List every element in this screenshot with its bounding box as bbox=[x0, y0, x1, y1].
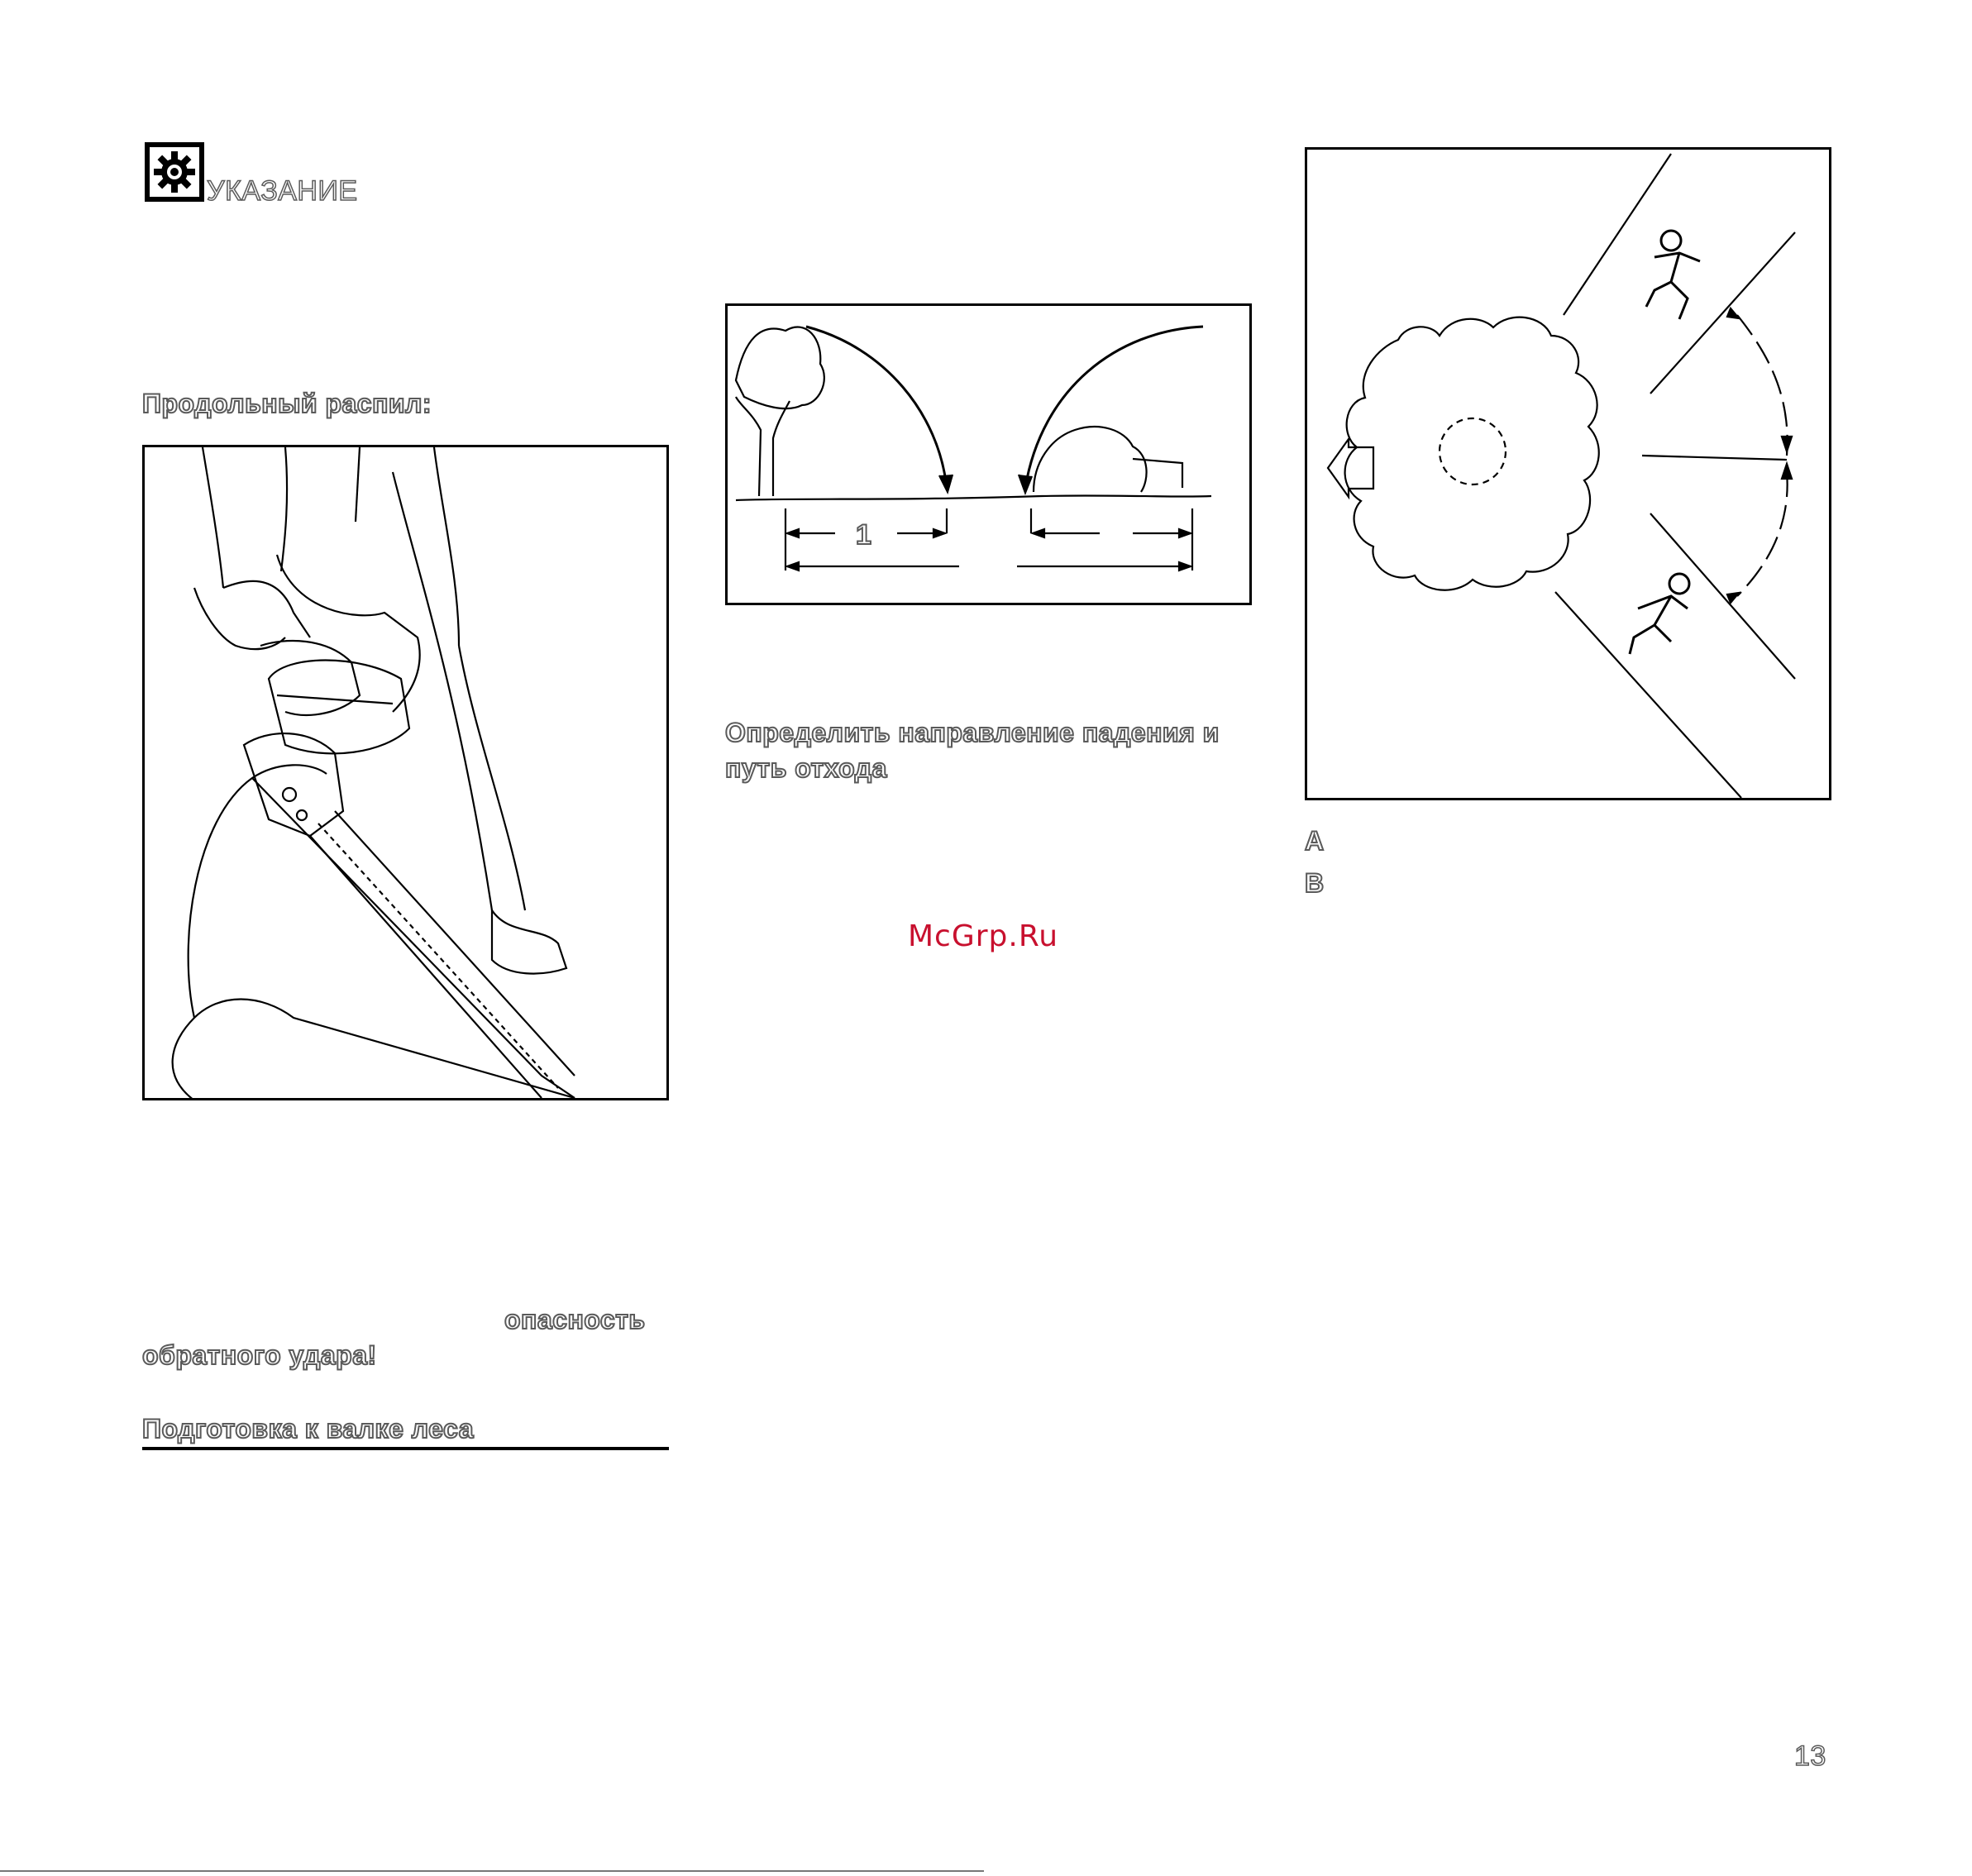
rip-cut-heading: Продольный распил: bbox=[142, 389, 432, 418]
rip-cut-illustration bbox=[142, 445, 669, 1100]
escape-path-illustration bbox=[1305, 147, 1831, 800]
page-number: 13 bbox=[1794, 1740, 1826, 1772]
section-heading-underline bbox=[142, 1447, 669, 1450]
direction-heading-line2: путь отхода bbox=[725, 753, 887, 783]
dimension-label: 1 bbox=[856, 519, 872, 551]
kickback-warning-line2: обратного удара! bbox=[142, 1340, 377, 1370]
note-heading: УКАЗАНИЕ bbox=[207, 175, 358, 207]
kickback-warning-line1: опасность bbox=[504, 1305, 646, 1334]
direction-heading-line1: Определить направление падения и bbox=[725, 718, 1220, 747]
watermark: McGrp.Ru bbox=[908, 919, 1059, 953]
label-b: B bbox=[1305, 868, 1325, 898]
label-a: A bbox=[1305, 826, 1325, 856]
gear-icon bbox=[145, 142, 204, 202]
section-heading: Подготовка к валке леса bbox=[142, 1414, 475, 1444]
footer-rule bbox=[0, 1870, 984, 1872]
felling-distance-illustration bbox=[725, 303, 1252, 605]
